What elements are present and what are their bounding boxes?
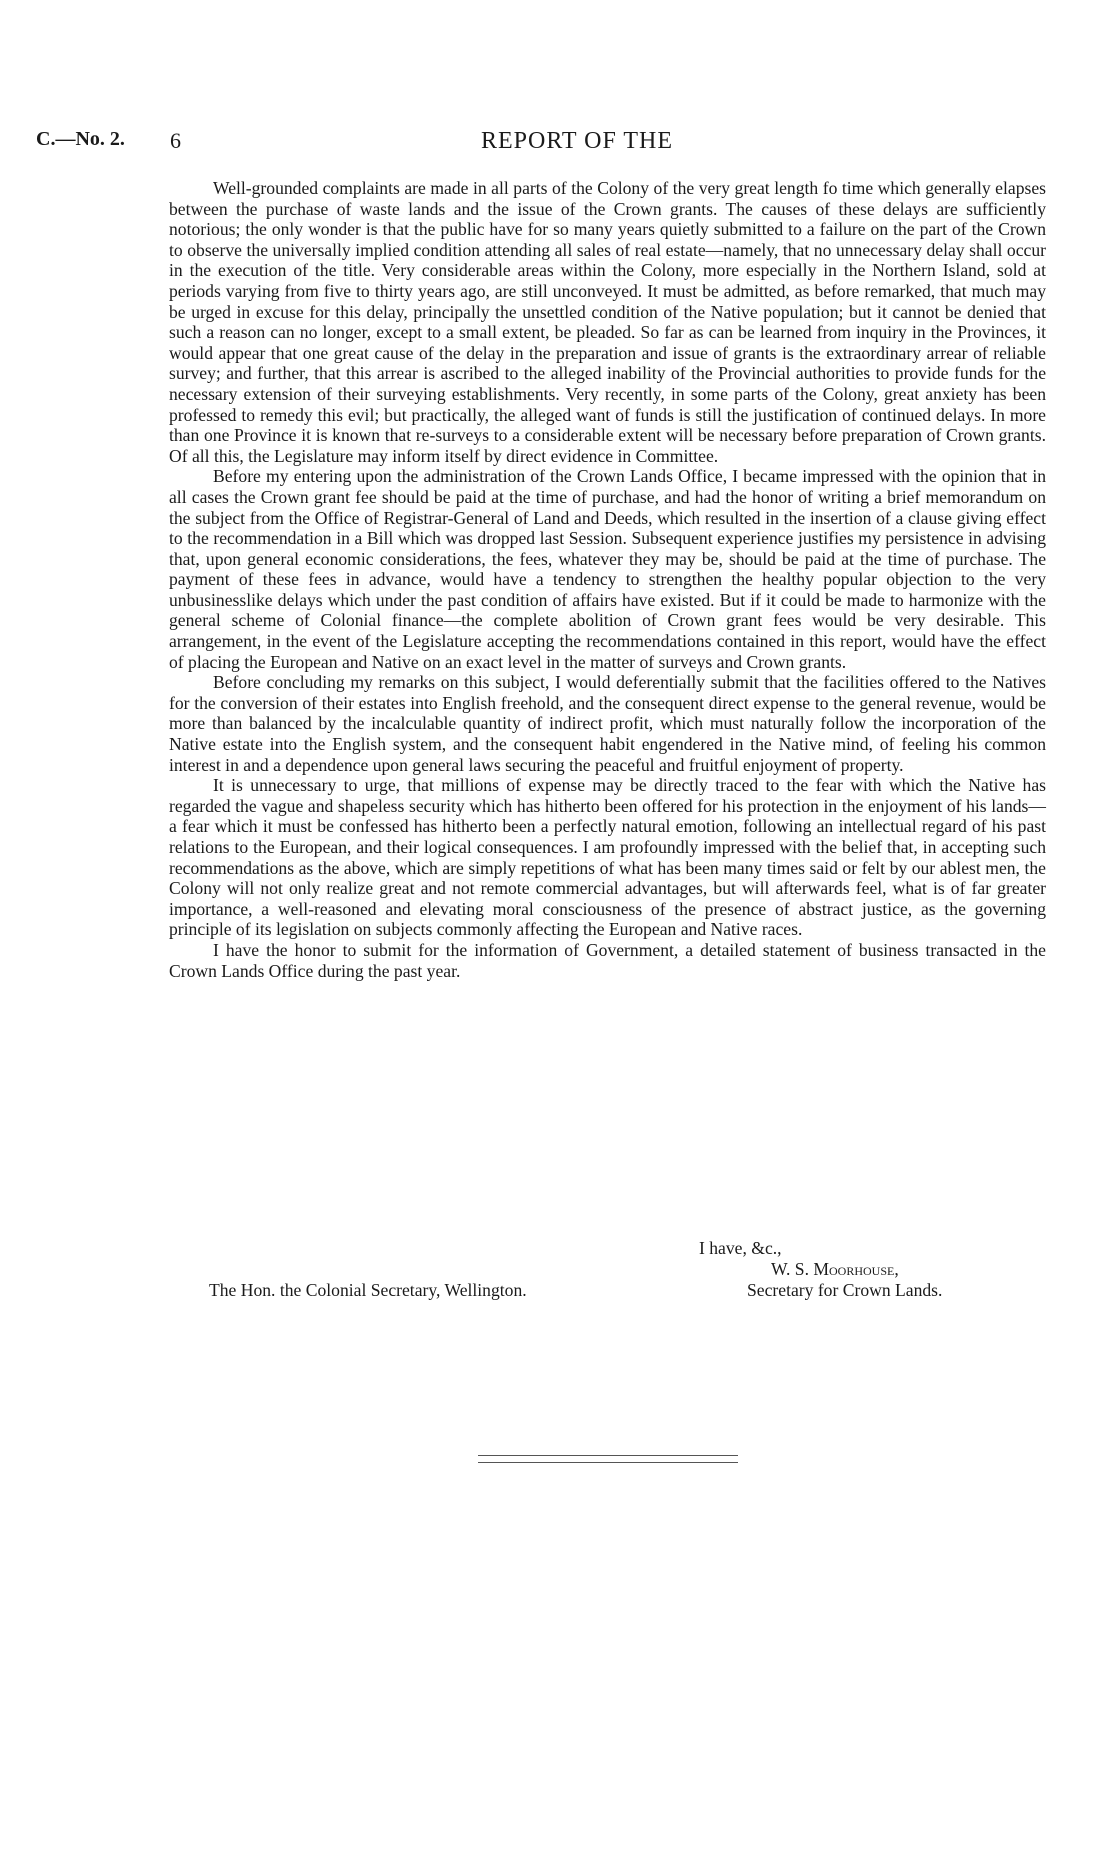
section-divider bbox=[478, 1455, 738, 1463]
paragraph: Before concluding my remarks on this subject, I would deferentially submit that the facilities offered to the Natives for the conversion of their estates into English freehold, and the consequent direct expense to the general revenue, would be more than balanced by the incalculable quantity of indirect profit, which must naturally follow the incorporation of the Native estate into the English system, and the consequent habit engendered in the Native mind, of feeling his common interest in and a dependence upon general laws securing the peaceful and fruitful enjoyment of property. bbox=[169, 672, 1046, 775]
report-body bbox=[169, 178, 1046, 981]
document-code: C.—No. 2. bbox=[36, 128, 125, 150]
paragraph: Well-grounded complaints are made in all parts of the Colony of the very great length fo time which generally elapses between the purchase of waste lands and the issue of the Crown grants. The causes of these delays are sufficiently notorious; the only wonder is that the public have for so many years quietly submitted to a failure on the part of the Crown to observe the universally implied condition attending all sales of real estate—namely, that no unnecessary delay shall occur in the execution of the title. Very considerable areas within the Colony, more especially in the Northern Island, sold at periods varying from five to thirty years ago, are still unconveyed. It must be admitted, as before remarked, that much may be urged in excuse for this delay, principally the unsettled condition of the Native population; but it cannot be denied that such a reason can no longer, except to a small extent, be pleaded. So far as can be learned from inquiry in the Provinces, it would appear that one great cause of the delay in the preparation and issue of grants is the extraordinary arrear of reliable survey; and further, that this arrear is ascribed to the alleged inability of the Provincial authorities to provide funds for the necessary extension of their surveying establishments. Very recently, in some parts of the Colony, great anxiety has been professed to remedy this evil; but practically, the alleged want of funds is still the justification of continued delays. In more than one Province it is known that re-surveys to a considerable extent will be necessary before preparation of Crown grants. Of all this, the Legislature may inform itself by direct evidence in Committee. bbox=[169, 178, 1046, 466]
page-number: 6 bbox=[170, 128, 181, 153]
signatory-title: Secretary for Crown Lands. bbox=[747, 1280, 943, 1300]
salutation: I have, &c., bbox=[699, 1238, 782, 1258]
running-title: REPORT OF THE bbox=[480, 128, 674, 154]
signatory-name: W. S. Moorhouse, bbox=[771, 1259, 899, 1279]
addressee: The Hon. the Colonial Secretary, Wellington. bbox=[209, 1280, 527, 1300]
paragraph: Before my entering upon the administration of the Crown Lands Office, I became impressed with the opinion that in all cases the Crown grant fee should be paid at the time of purchase, and had the honor of writing a brief memorandum on the subject from the Office of Registrar-General of Land and Deeds, which resulted in the insertion of a clause giving effect to the recommendation in a Bill which was dropped last Session. Subsequent experience justifies my persistence in advising that, upon general economic considerations, the fees, whatever they may be, should be paid at the time of purchase. The payment of these fees in advance, would have a tendency to strengthen the healthy popular objection to the very unbusinesslike delays which under the past condition of affairs have existed. But if it could be made to harmonize with the general scheme of Colonial finance—the complete abolition of Crown grant fees would be very desirable. This arrangement, in the event of the Legislature accepting the recommendations contained in this report, would have the effect of placing the European and Native on an exact level in the matter of surveys and Crown grants. bbox=[169, 466, 1046, 672]
paragraph: It is unnecessary to urge, that millions of expense may be directly traced to the fear with which the Native has regarded the vague and shapeless security which has hitherto been offered for his protection in the enjoyment of his lands—a fear which it must be confessed has hitherto been a perfectly natural emotion, following an intellectual regard of his past relations to the European, and their logical consequences. I am profoundly impressed with the belief that, in accepting such recommendations as the above, which are simply repetitions of what has been many times said or felt by our ablest men, the Colony will not only realize great and not remote commercial advantages, but will afterwards feel, what is of far greater importance, a well-reasoned and elevating moral consciousness of the presence of abstract justice, as the governing principle of its legislation on subjects commonly affecting the European and Native races. bbox=[169, 775, 1046, 940]
paragraph: I have the honor to submit for the information of Government, a detailed statement of business transacted in the Crown Lands Office during the past year. bbox=[169, 939, 1046, 981]
letter-closing bbox=[169, 1238, 1046, 1301]
page-header bbox=[36, 128, 1078, 160]
